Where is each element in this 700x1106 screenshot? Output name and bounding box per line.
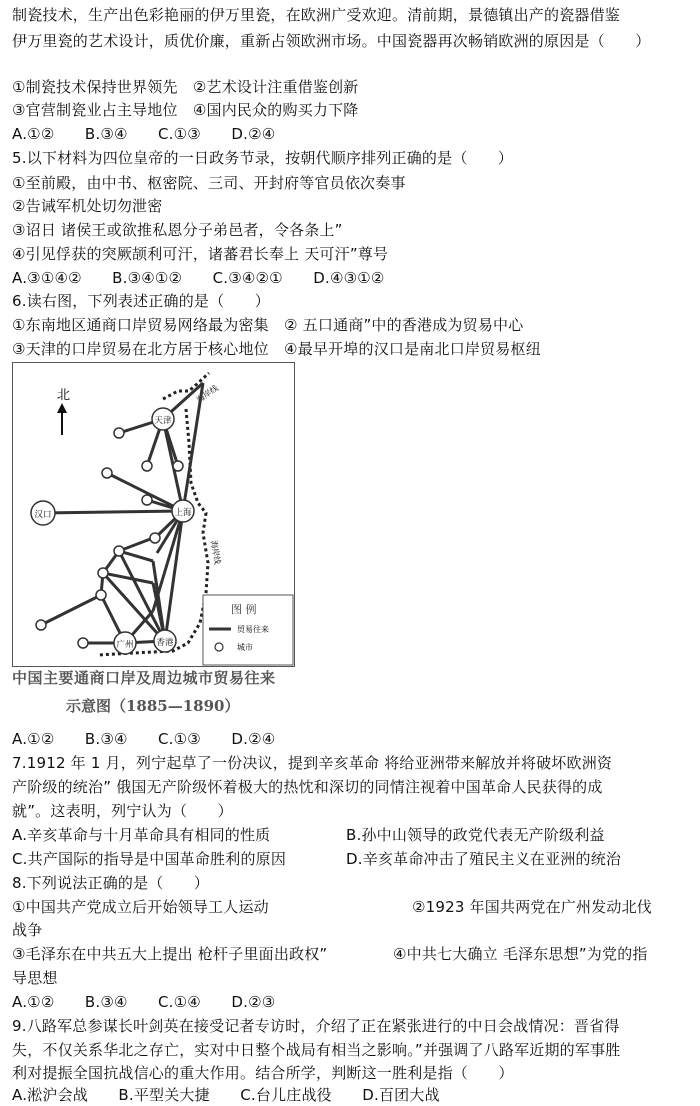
question-9: 9.八路军总参谋长叶剑英在接受记者专访时，介绍了正在紧张进行的中日会战情况：晋省得 [12, 1017, 620, 1035]
option-line: ③天津的口岸贸易在北方居于核心地位 ④最早开埠的汉口是南北口岸贸易枢纽 [12, 340, 541, 358]
option-line: ①东南地区通商口岸贸易网络最为密集 ② 五口通商”中的香港成为贸易中心 [12, 316, 524, 334]
option-line: ①制瓷技术保持世界领先 ②艺术设计注重借鉴创新 [12, 78, 359, 96]
option-d: D.辛亥革命冲击了殖民主义在亚洲的统治 [346, 850, 622, 868]
legend-title: 图 例 [231, 603, 257, 616]
label-tianjin: 天津 [154, 416, 172, 426]
option-line: ④引见俘获的突厥颉利可汗，诸蕃君长奉上 天可汗”尊号 [12, 245, 389, 263]
legend-trade-label: 贸易往来 [237, 625, 269, 634]
north-label: 北 [57, 388, 71, 403]
answer-choices: A.①② B.③④ C.①③ D.②④ [12, 125, 276, 143]
option-line: ④中共七大确立 毛泽东思想”为党的指 [393, 945, 648, 963]
label-shanghai: 上海 [174, 508, 192, 518]
label-guangzhou: 广州 [116, 640, 134, 650]
map-caption-1: 中国主要通商口岸及周边城市贸易往来 [12, 669, 276, 687]
option-line: ②1923 年国共两党在广州发动北伐 [412, 898, 652, 916]
legend-city-icon [215, 643, 223, 651]
label-hongkong: 香港 [156, 638, 174, 648]
text-line: 伊万里瓷的艺术设计，质优价廉，重新占领欧洲市场。中国瓷器再次畅销欧洲的原因是（ ） [12, 32, 651, 50]
option-c: C.共产国际的指导是中国革命胜利的原因 [12, 850, 287, 868]
text-line: 产阶级的统治” 俄国无产阶级怀着极大的热忱和深切的同情注视着中国革命人民获得的成 [12, 778, 603, 796]
question-6: 6.读右图，下列表述正确的是（ ） [12, 292, 270, 310]
option-line: ①至前殿，由中书、枢密院、三司、开封府等官员依次奏事 [12, 174, 406, 192]
option-line: 导思想 [12, 969, 58, 987]
option-line: ③诏日 诸侯王或欲推私恩分子弟邑者，令各条上” [12, 221, 343, 239]
option-line: ③毛泽东在中共五大上提出 枪杆子里面出政权” [12, 945, 328, 963]
answer-choices: A.③①④② B.③④①② C.③④②① D.④③①② [12, 269, 385, 287]
coastline-label-2: 海岸线 [209, 539, 223, 565]
map-legend [203, 595, 293, 665]
text-line: 利对提振全国抗战信心的重大作用。结合所学，判断这一胜利是指（ ） [12, 1064, 514, 1082]
answer-choices: A.淞沪会战 B.平型关大捷 C.台儿庄战役 D.百团大战 [12, 1086, 440, 1104]
question-8: 8.下列说法正确的是（ ） [12, 874, 210, 892]
text-line: 就”。这表明，列宁认为（ ） [12, 802, 233, 820]
option-line: 战争 [12, 921, 43, 939]
answer-choices: A.①② B.③④ C.①④ D.②③ [12, 993, 276, 1011]
option-line: ③官营制瓷业占主导地位 ④国内民众的购买力下降 [12, 101, 359, 119]
map-caption-2: 示意图（1885—1890） [66, 697, 240, 715]
trade-map-figure [12, 362, 295, 667]
option-a: A.辛亥革命与十月革命具有相同的性质 [12, 826, 271, 844]
coastline-label-1: 海岸线 [194, 383, 220, 405]
text-line: 失，不仅关系华北之存亡，实对中日整个战局有相当之影响。”并强调了八路军近期的军事胜 [12, 1041, 621, 1059]
trade-map-svg [13, 363, 294, 666]
option-line: ②告诫军机处切勿泄密 [12, 197, 163, 215]
option-b: B.孙中山领导的政党代表无产阶级利益 [346, 826, 605, 844]
answer-choices: A.①② B.③④ C.①③ D.②④ [12, 730, 276, 748]
legend-city-label: 城市 [237, 643, 253, 652]
north-arrow-head-icon [57, 403, 67, 413]
question-5: 5.以下材料为四位皇帝的一日政务节录，按朝代顺序排列正确的是（ ） [12, 149, 514, 167]
question-7: 7.1912 年 1 月，列宁起草了一份决议，提到辛亥革命 将给亚洲带来解放并将破坏欧洲资 [12, 754, 613, 772]
text-line: 制瓷技术，生产出色彩艳丽的伊万里瓷，在欧洲广受欢迎。清前期，景德镇出产的瓷器借鉴 [12, 6, 621, 24]
option-line: ①中国共产党成立后开始领导工人运动 [12, 898, 269, 916]
label-hankou: 汉口 [34, 510, 52, 520]
